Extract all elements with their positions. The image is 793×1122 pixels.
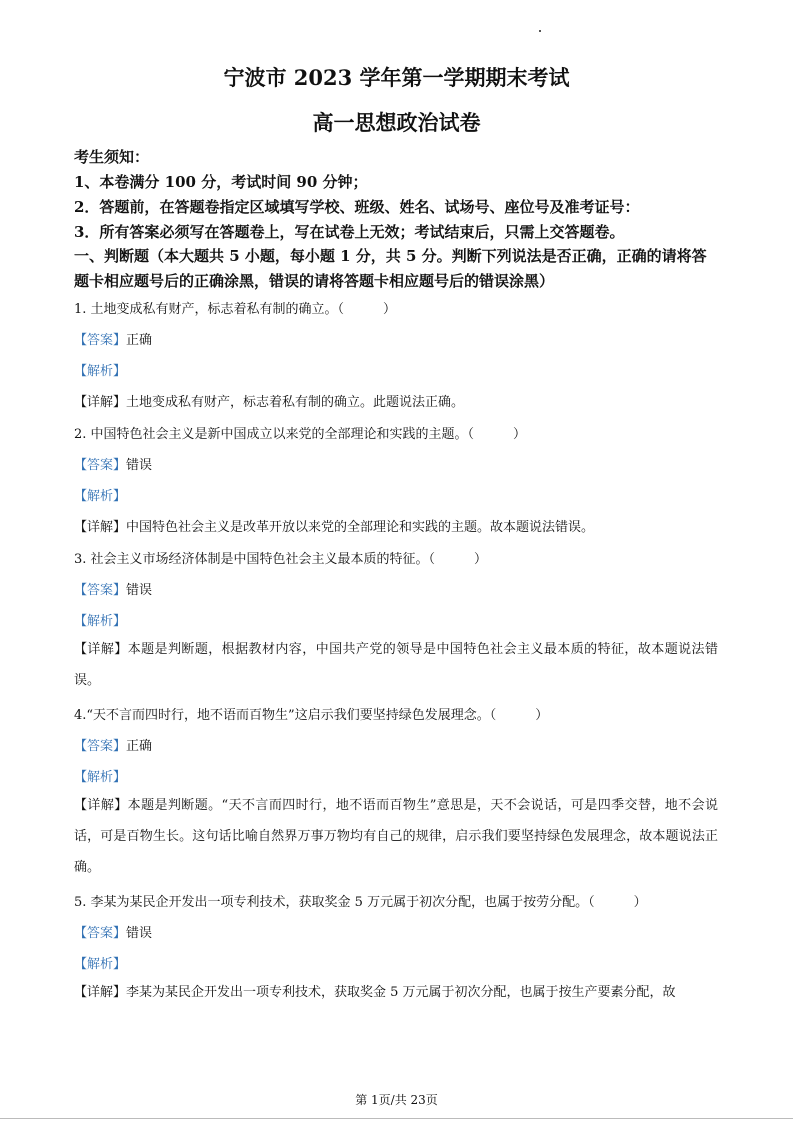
answer-value: 错误 (126, 458, 153, 473)
answer-label: 【答案】 (74, 926, 127, 941)
analysis-label: 【解析】 (74, 957, 127, 972)
page-number: 第 1页/共 23页 (355, 1093, 438, 1107)
answer-label: 【答案】 (74, 333, 127, 348)
answer-value: 正确 (126, 333, 153, 348)
analysis-label: 【解析】 (74, 614, 127, 629)
analysis-label: 【解析】 (74, 489, 127, 504)
exam-subtitle: 高一思想政治试卷 (312, 110, 481, 135)
section-heading: 一、判断题（本大题共 5 小题，每小题 1 分，共 5 分。判断下列说法是否正确，正确的请将答题卡相应题号后的正确涂黑，错误的请将答题卡相应题号后的错误涂黑） (74, 247, 707, 290)
notice-item: 1、本卷满分 100 分，考试时间 90 分钟； (74, 173, 368, 191)
question-stem: 5. 李某为某民企开发出一项专利技术，获取奖金 5 万元属于初次分配，也属于按劳分配。（ ） (74, 895, 647, 910)
notice-item: 3．所有答案必须写在答题卷上，写在试卷上无效；考试结束后，只需上交答题卷。 (74, 223, 625, 241)
detail-label: 【详解】 (74, 985, 127, 1000)
footer-divider (0, 1118, 793, 1119)
detail-text: 本题是判断题。“天不言而四时行，地不语而百物生”意思是，天不会说话，可是四季交替，地不会说话，可是百物生长。这句话比喻自然界万事万物均有自己的规律，启示我们要坚持绿色发展理念，故本题说法正确。 (74, 798, 718, 875)
speck-mark (539, 30, 541, 32)
question-stem: 3. 社会主义市场经济体制是中国特色社会主义最本质的特征。（ ） (74, 552, 488, 567)
analysis-line (74, 953, 126, 972)
detail-line (74, 977, 718, 1008)
answer-line (74, 735, 152, 754)
answer-line (74, 579, 152, 598)
analysis-line (74, 485, 126, 504)
notice-item: 2．答题前，在答题卷指定区域填写学校、班级、姓名、试场号、座位号及准考证号： (74, 198, 640, 216)
exam-title: 宁波市 2023 学年第一学期期末考试 (223, 65, 570, 90)
analysis-label: 【解析】 (74, 770, 127, 785)
analysis-line (74, 610, 126, 629)
detail-label: 【详解】 (74, 642, 128, 657)
answer-value: 正确 (126, 739, 153, 754)
detail-line (74, 516, 594, 535)
question-stem: 1. 土地变成私有财产，标志着私有制的确立。（ ） (74, 302, 397, 317)
answer-label: 【答案】 (74, 458, 127, 473)
answer-label: 【答案】 (74, 583, 127, 598)
question-stem: 4.“天不言而四时行，地不语而百物生”这启示我们要坚持绿色发展理念。（ ） (74, 708, 549, 723)
answer-line (74, 329, 152, 348)
answer-line (74, 922, 152, 941)
detail-label: 【详解】 (74, 798, 128, 813)
answer-value: 错误 (126, 583, 153, 598)
detail-line (74, 634, 718, 696)
detail-text: 中国特色社会主义是改革开放以来党的全部理论和实践的主题。故本题说法错误。 (126, 520, 595, 535)
detail-text: 李某为某民企开发出一项专利技术，获取奖金 5 万元属于初次分配，也属于按生产要素分配，故 (126, 985, 676, 1000)
analysis-line (74, 360, 126, 379)
answer-line (74, 454, 152, 473)
answer-label: 【答案】 (74, 739, 127, 754)
notice-heading: 考生须知： (74, 148, 150, 166)
detail-line (74, 391, 464, 410)
detail-label: 【详解】 (74, 395, 127, 410)
question-stem: 2. 中国特色社会主义是新中国成立以来党的全部理论和实践的主题。（ ） (74, 427, 527, 442)
analysis-label: 【解析】 (74, 364, 127, 379)
answer-value: 错误 (126, 926, 153, 941)
detail-text: 本题是判断题，根据教材内容，中国共产党的领导是中国特色社会主义最本质的特征，故本题说法错误。 (74, 642, 718, 688)
detail-line (74, 790, 718, 883)
detail-label: 【详解】 (74, 520, 127, 535)
detail-text: 土地变成私有财产，标志着私有制的确立。此题说法正确。 (126, 395, 465, 410)
analysis-line (74, 766, 126, 785)
